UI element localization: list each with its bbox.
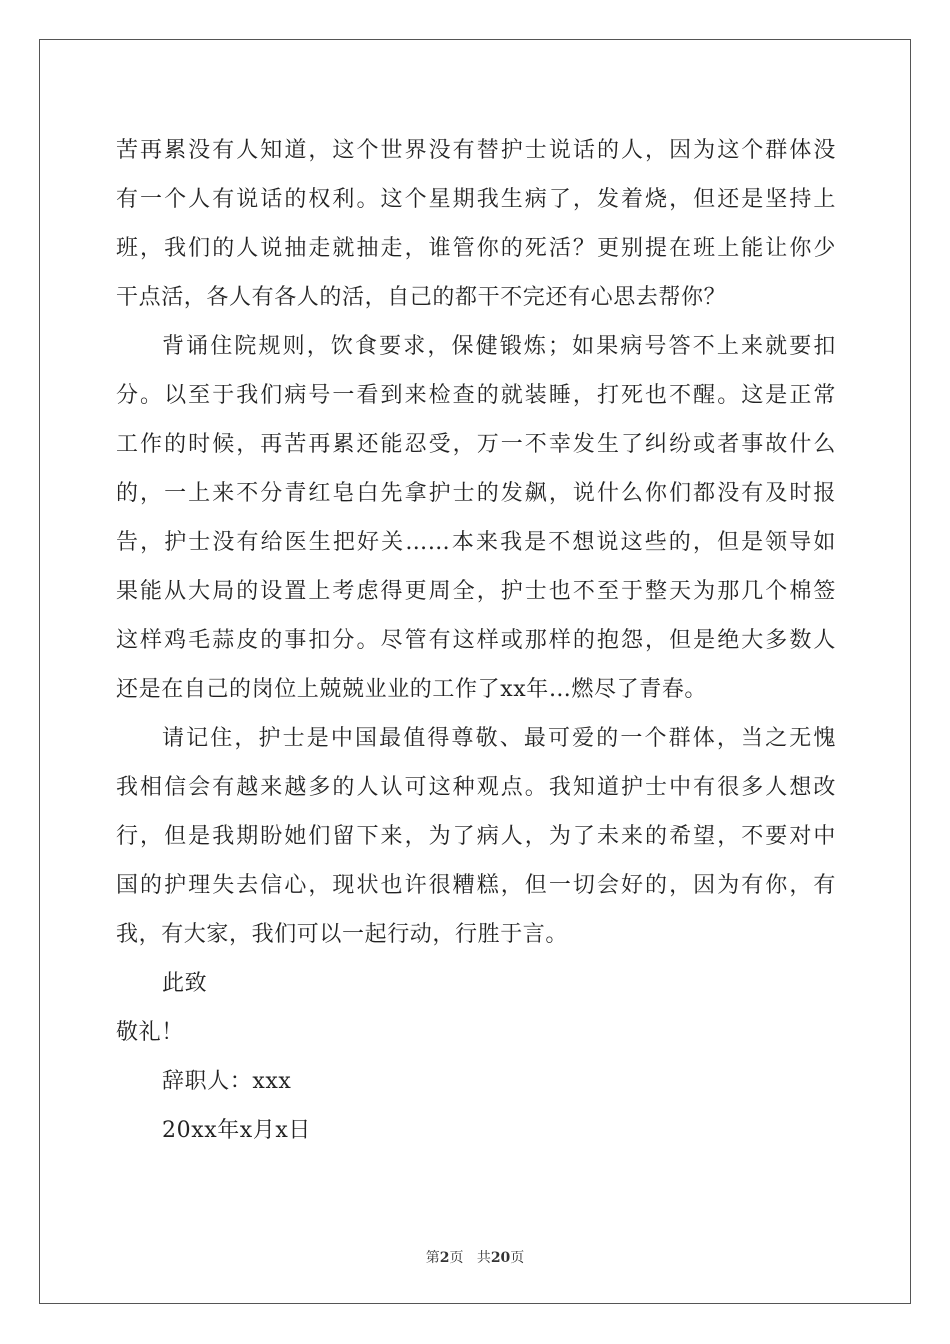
closing-regards: 敬礼！	[116, 1020, 184, 1045]
text-line: 国的护理失去信心，现状也许很糟糕，但一切会好的，因为有你，有	[116, 873, 836, 898]
text-line: 果能从大局的设置上考虑得更周全，护士也不至于整天为那几个棉签	[116, 579, 836, 604]
total-suffix: 页	[510, 1250, 525, 1266]
signature-line: 辞职人：xxx	[162, 1069, 292, 1094]
page-suffix: 页	[449, 1250, 464, 1266]
text-line: 我相信会有越来越多的人认可这种观点。我知道护士中有很多人想改	[116, 775, 836, 800]
text-line: 苦再累没有人知道，这个世界没有替护士说话的人，因为这个群体没	[116, 138, 836, 163]
text-line: 告，护士没有给医生把好关……本来我是不想说这些的，但是领导如	[116, 530, 836, 555]
text-line: 我，有大家，我们可以一起行动，行胜于言。	[116, 922, 569, 947]
text-line: 的，一上来不分青红皂白先拿护士的发飙，说什么你们都没有及时报	[116, 481, 836, 506]
text-line: 分。以至于我们病号一看到来检查的就装睡，打死也不醒。这是正常	[116, 383, 836, 408]
closing-salutation: 此致	[162, 971, 208, 996]
page-prefix: 第	[425, 1250, 440, 1266]
text-line: 干点活，各人有各人的活，自己的都干不完还有心思去帮你？	[116, 285, 727, 310]
text-line: 行，但是我期盼她们留下来，为了病人，为了未来的希望，不要对中	[116, 824, 836, 849]
text-line: 工作的时候，再苦再累还能忍受，万一不幸发生了纠纷或者事故什么	[116, 432, 836, 457]
text-line: 班，我们的人说抽走就抽走，谁管你的死活？更别提在班上能让你少	[116, 236, 836, 261]
text-line: 有一个人有说话的权利。这个星期我生病了，发着烧，但还是坚持上	[116, 187, 836, 212]
page-number: 2	[439, 1250, 450, 1266]
total-prefix: 共	[476, 1250, 491, 1266]
date-line: 20xx年x月x日	[162, 1118, 312, 1143]
paragraph-start-line: 背诵住院规则，饮食要求，保健锻炼；如果病号答不上来就要扣	[162, 334, 836, 359]
page-footer	[0, 1247, 950, 1267]
text-line: 还是在自己的岗位上兢兢业业的工作了xx年…燃尽了青春。	[116, 677, 708, 702]
document-body	[116, 126, 836, 1155]
text-line: 这样鸡毛蒜皮的事扣分。尽管有这样或那样的抱怨，但是绝大多数人	[116, 628, 836, 653]
paragraph-start-line: 请记住，护士是中国最值得尊敬、最可爱的一个群体，当之无愧	[162, 726, 836, 751]
total-pages: 20	[490, 1250, 511, 1266]
